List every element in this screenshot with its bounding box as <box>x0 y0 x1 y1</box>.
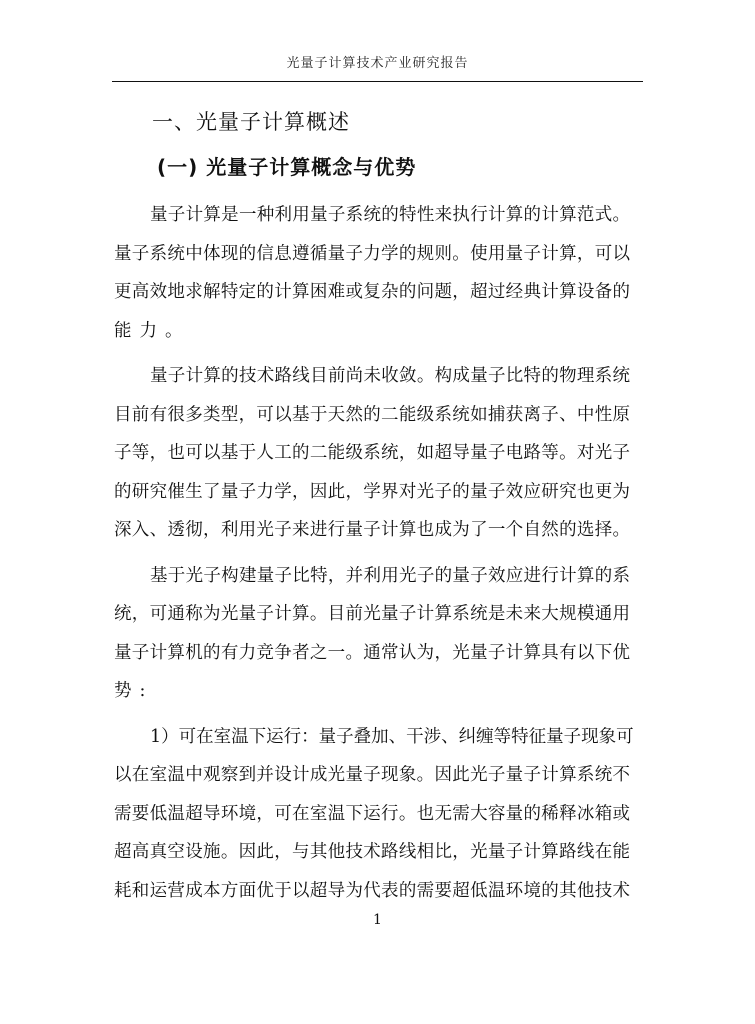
running-header: 光量子计算技术产业研究报告 <box>286 56 469 71</box>
text-line: 以在室温中观察到并设计成光量子现象。因此光子量子计算系统不 <box>114 765 630 785</box>
text-line: 深入、透彻，利用光子来进行量子计算也成为了一个自然的选择。 <box>114 520 630 540</box>
text-line: 1）可在室温下运行：量子叠加、干涉、纠缠等特征量子现象可 <box>150 726 634 747</box>
page-number: 1 <box>373 912 382 928</box>
text-line: 子等，也可以基于人工的二能级系统，如超导量子电路等。对光子 <box>114 443 630 463</box>
body-text <box>114 200 634 921</box>
paragraph <box>114 561 630 715</box>
text-line: 量子计算是一种利用量子系统的特性来执行计算的计算范式。 <box>150 205 630 225</box>
text-line: 量子计算机的有力竞争者之一。通常认为，光量子计算具有以下优 <box>114 642 630 663</box>
text-line: 量子计算的技术路线目前尚未收敛。构成量子比特的物理系统 <box>150 366 630 386</box>
text-line: 势: <box>114 681 154 701</box>
text-line: 更高效地求解特定的计算困难或复杂的问题，超过经典计算设备的 <box>114 282 630 302</box>
text-line: 超高真空设施。因此，与其他技术路线相比，光量子计算路线在能 <box>114 842 630 862</box>
text-line: 的研究催生了量子力学，因此，学界对光子的量子效应研究也更为 <box>114 481 630 502</box>
text-line: 量子系统中体现的信息遵循量子力学的规则。使用量子计算，可以 <box>114 243 630 264</box>
subsection-heading: (一) 光量子计算概念与优势 <box>157 155 417 179</box>
paragraph <box>114 200 630 354</box>
text-line: 耗和运营成本方面优于以超导为代表的需要超低温环境的其他技术 <box>114 880 630 901</box>
text-line: 统，可通称为光量子计算。目前光量子计算系统是未来大规模通用 <box>114 604 630 624</box>
text-line: 目前有很多类型，可以基于天然的二能级系统如捕获离子、中性原 <box>114 404 630 425</box>
text-line: 基于光子构建量子比特，并利用光子的量子效应进行计算的系 <box>150 565 630 586</box>
section-heading: 一、光量子计算概述 <box>152 110 350 134</box>
paragraph <box>114 361 630 554</box>
paragraph <box>114 722 634 915</box>
text-line: 能力。 <box>114 320 191 341</box>
text-line: 需要低温超导环境，可在室温下运行。也无需大容量的稀释冰箱或 <box>114 803 630 824</box>
header-rule <box>112 81 643 82</box>
